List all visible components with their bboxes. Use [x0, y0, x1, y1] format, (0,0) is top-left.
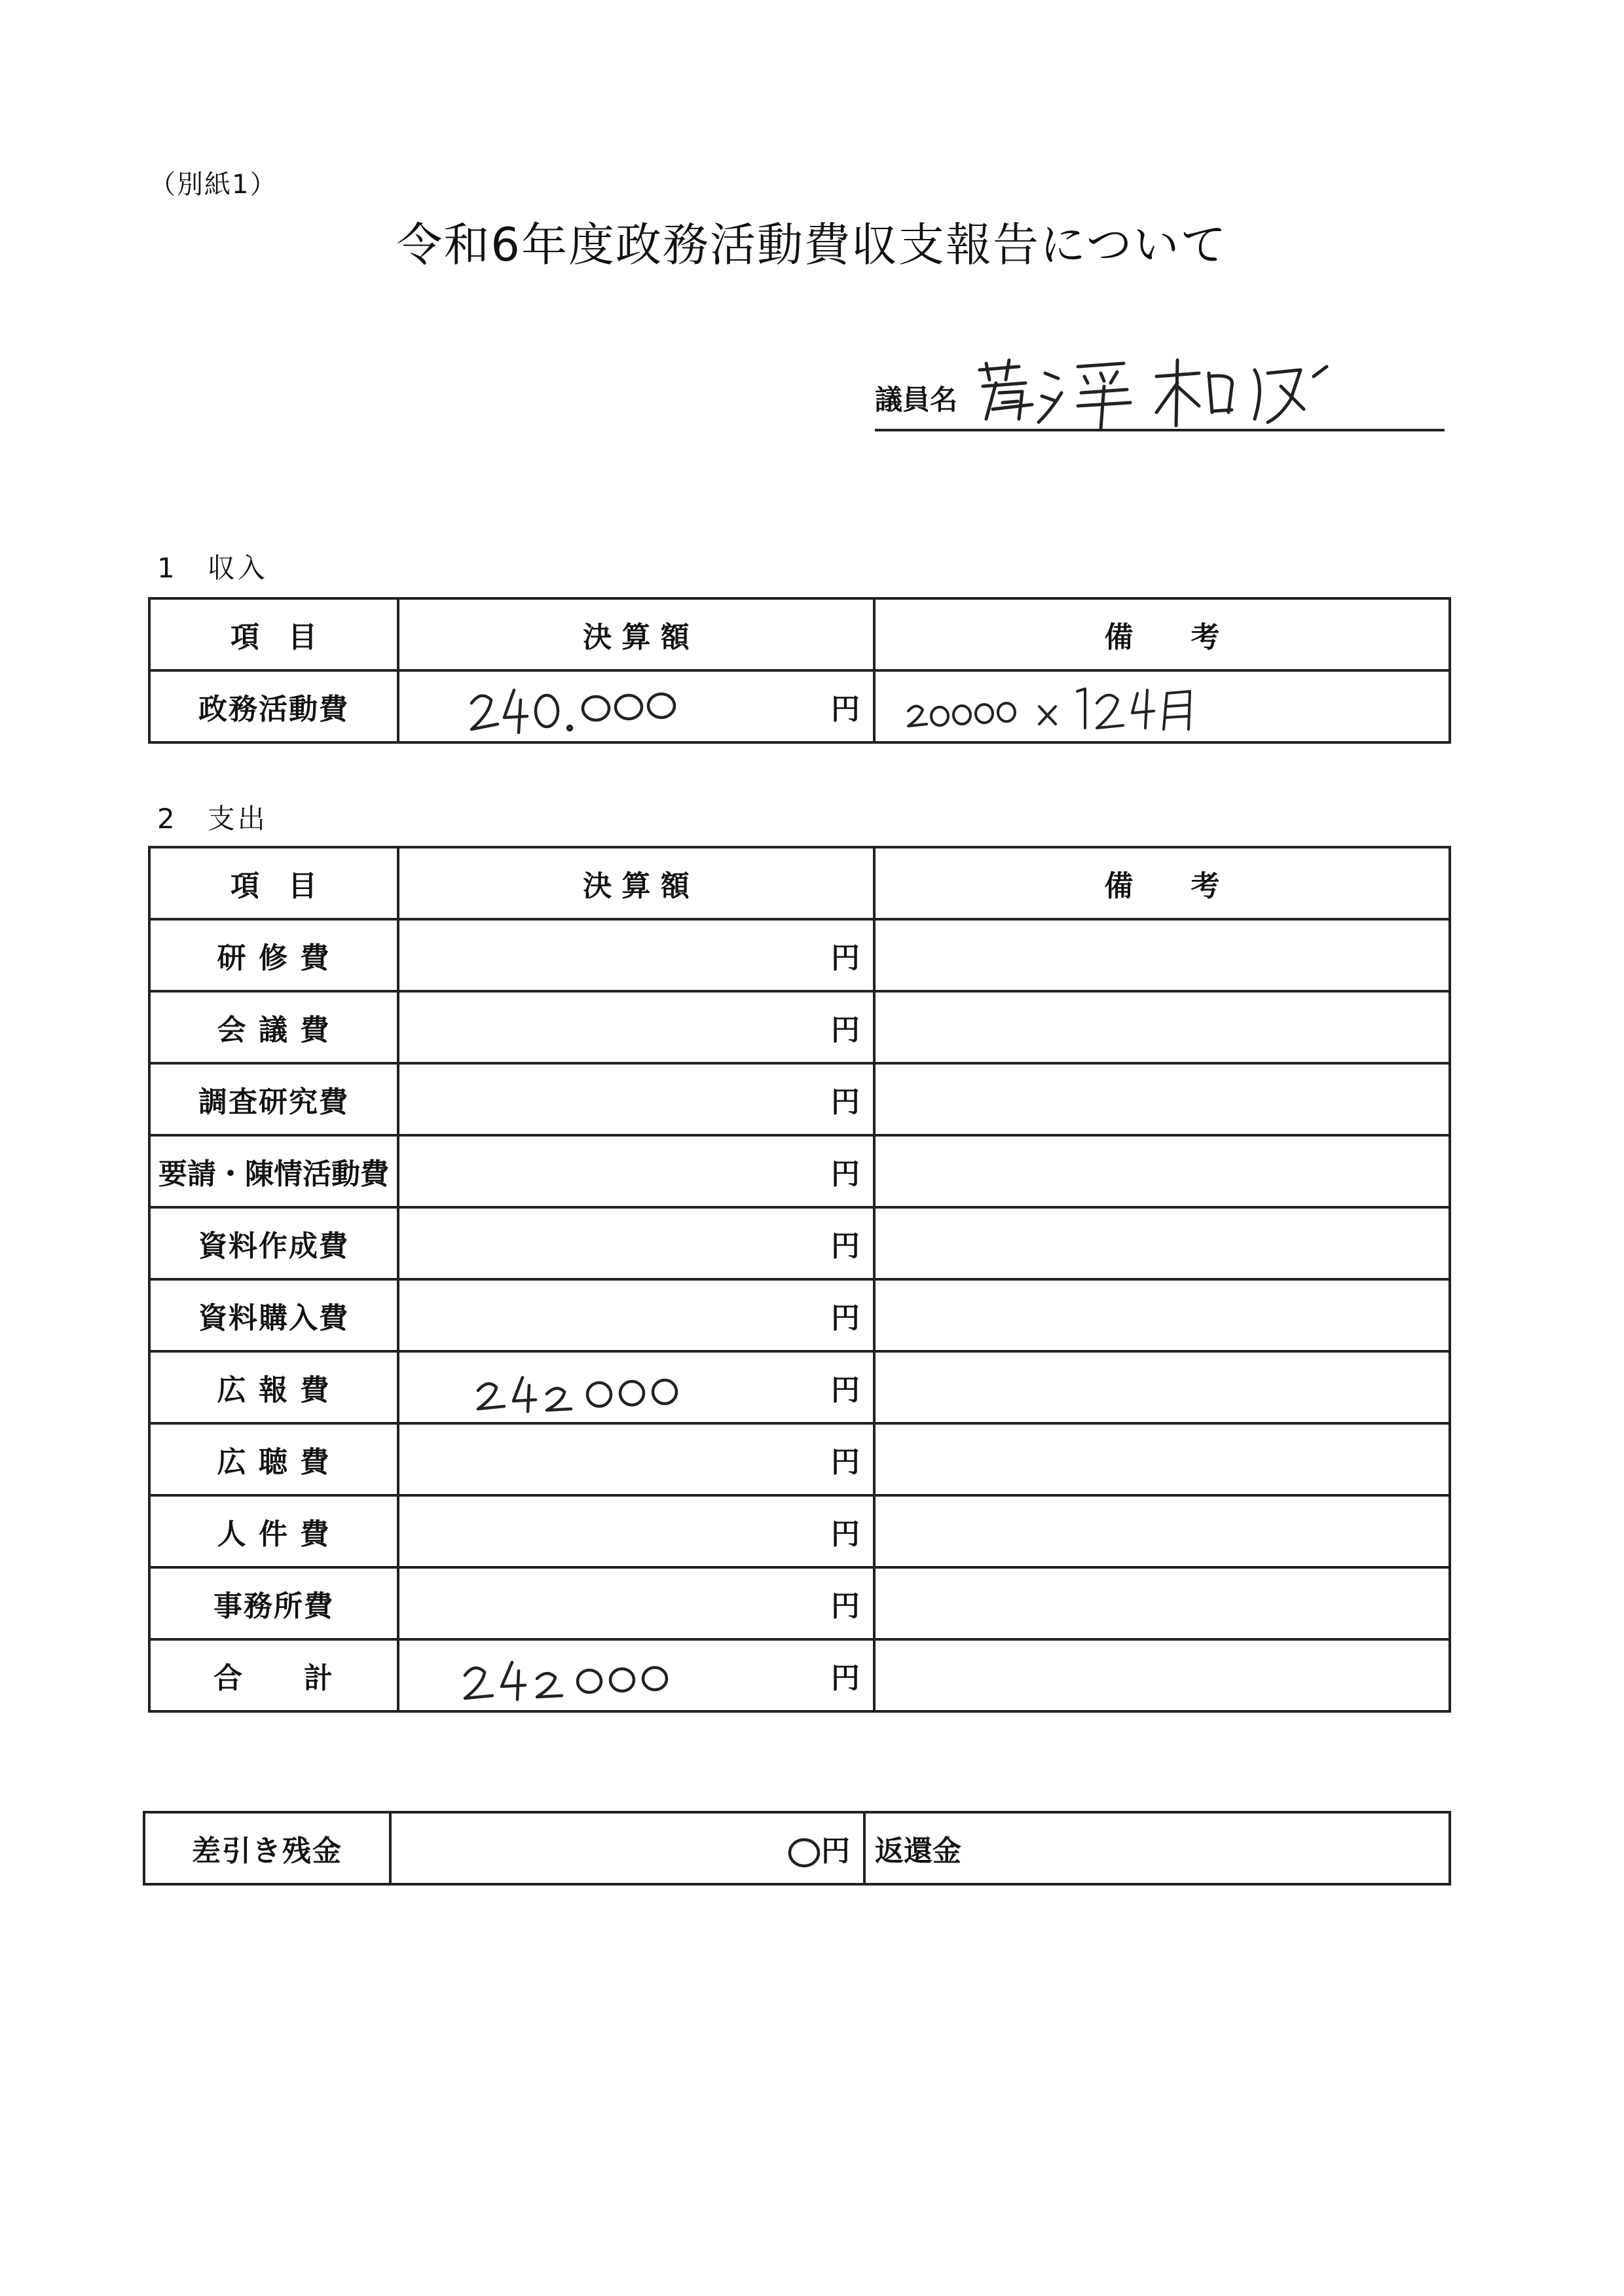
yen-unit: 円 — [831, 1518, 860, 1551]
expense-row — [149, 1423, 1450, 1495]
balance-label: 差引き残金 — [144, 1812, 390, 1884]
balance-row — [144, 1812, 1450, 1884]
expense-item: 資料購入費 — [149, 1279, 398, 1351]
expense-row — [149, 919, 1450, 991]
expense-amount-cell — [398, 1351, 874, 1423]
expense-row — [149, 1135, 1450, 1207]
balance-amount-cell — [390, 1812, 864, 1884]
handwritten-pr-amount — [471, 1358, 688, 1417]
expense-item: 要請・陳情活動費 — [149, 1135, 398, 1207]
member-name-underline — [875, 429, 1445, 431]
expense-total-label: 合 計 — [149, 1639, 398, 1711]
expense-row — [149, 991, 1450, 1063]
expense-note-cell — [874, 1567, 1450, 1639]
income-amount-cell — [398, 670, 874, 742]
expense-heading: 2 支出 — [157, 803, 268, 835]
expense-amount-cell — [398, 1207, 874, 1279]
expense-note-cell — [874, 1351, 1450, 1423]
income-row — [149, 670, 1450, 742]
expense-row — [149, 1207, 1450, 1279]
expense-item: 人 件 費 — [149, 1495, 398, 1567]
expense-item: 研 修 費 — [149, 919, 398, 991]
column-header-amount: 決 算 額 — [398, 598, 874, 670]
expense-row — [149, 1495, 1450, 1567]
income-table — [148, 597, 1451, 744]
expense-row — [149, 1063, 1450, 1135]
handwritten-total-amount — [458, 1646, 681, 1705]
income-note-cell — [874, 670, 1450, 742]
expense-total-note-cell — [874, 1639, 1450, 1711]
handwritten-income-amount — [465, 677, 681, 736]
column-header-item: 項 目 — [149, 847, 398, 919]
expense-item: 会 議 費 — [149, 991, 398, 1063]
expense-note-cell — [874, 1279, 1450, 1351]
expense-note-cell — [874, 919, 1450, 991]
expense-row — [149, 1351, 1450, 1423]
expense-note-cell — [874, 1495, 1450, 1567]
yen-unit: 円 — [831, 1230, 860, 1263]
yen-unit: 円 — [831, 1590, 860, 1623]
annex-label: （別紙1） — [149, 170, 278, 200]
expense-item: 広 報 費 — [149, 1351, 398, 1423]
member-name-block — [875, 354, 1445, 432]
expense-note-cell — [874, 1207, 1450, 1279]
income-header-row — [149, 598, 1450, 670]
expense-table — [148, 846, 1451, 1713]
yen-unit: 円 — [831, 1085, 860, 1119]
yen-unit: 円 — [831, 1157, 860, 1191]
yen-unit: 円 — [831, 1302, 860, 1335]
expense-amount-cell — [398, 1279, 874, 1351]
income-heading: 1 収入 — [157, 552, 268, 584]
expense-amount-cell — [398, 1423, 874, 1495]
expense-note-cell — [874, 1423, 1450, 1495]
expense-total-row — [149, 1639, 1450, 1711]
column-header-note: 備 考 — [874, 847, 1450, 919]
expense-item: 調査研究費 — [149, 1063, 398, 1135]
expense-note-cell — [874, 1063, 1450, 1135]
yen-unit: 円 — [831, 941, 860, 975]
expense-amount-cell — [398, 991, 874, 1063]
expense-amount-cell — [398, 919, 874, 991]
expense-row — [149, 1567, 1450, 1639]
column-header-note: 備 考 — [874, 598, 1450, 670]
yen-unit: 円 — [831, 1374, 860, 1407]
expense-row — [149, 1279, 1450, 1351]
column-header-amount: 決 算 額 — [398, 847, 874, 919]
column-header-item: 項 目 — [149, 598, 398, 670]
expense-total-amount-cell — [398, 1639, 874, 1711]
expense-header-row — [149, 847, 1450, 919]
refund-label: 返還金 — [864, 1812, 1450, 1884]
expense-amount-cell — [398, 1567, 874, 1639]
expense-item: 事務所費 — [149, 1567, 398, 1639]
yen-unit: 円 — [831, 1662, 860, 1695]
expense-amount-cell — [398, 1063, 874, 1135]
expense-item: 資料作成費 — [149, 1207, 398, 1279]
handwritten-signature — [973, 347, 1340, 432]
income-yen-unit: 円 — [831, 693, 860, 726]
expense-amount-cell — [398, 1495, 874, 1567]
yen-unit: 円 — [831, 1013, 860, 1047]
member-name-label: 議員名 — [875, 384, 958, 416]
balance-table — [143, 1811, 1451, 1886]
expense-note-cell — [874, 1135, 1450, 1207]
expense-item: 広 聴 費 — [149, 1423, 398, 1495]
page-title: 令和6年度政務活動費収支報告について — [396, 218, 1228, 272]
expense-note-cell — [874, 991, 1450, 1063]
yen-unit: 円 — [821, 1834, 850, 1868]
handwritten-income-note — [902, 677, 1229, 736]
yen-unit: 円 — [831, 1446, 860, 1479]
expense-amount-cell — [398, 1135, 874, 1207]
handwritten-balance-amount — [784, 1819, 824, 1878]
income-item: 政務活動費 — [149, 670, 398, 742]
